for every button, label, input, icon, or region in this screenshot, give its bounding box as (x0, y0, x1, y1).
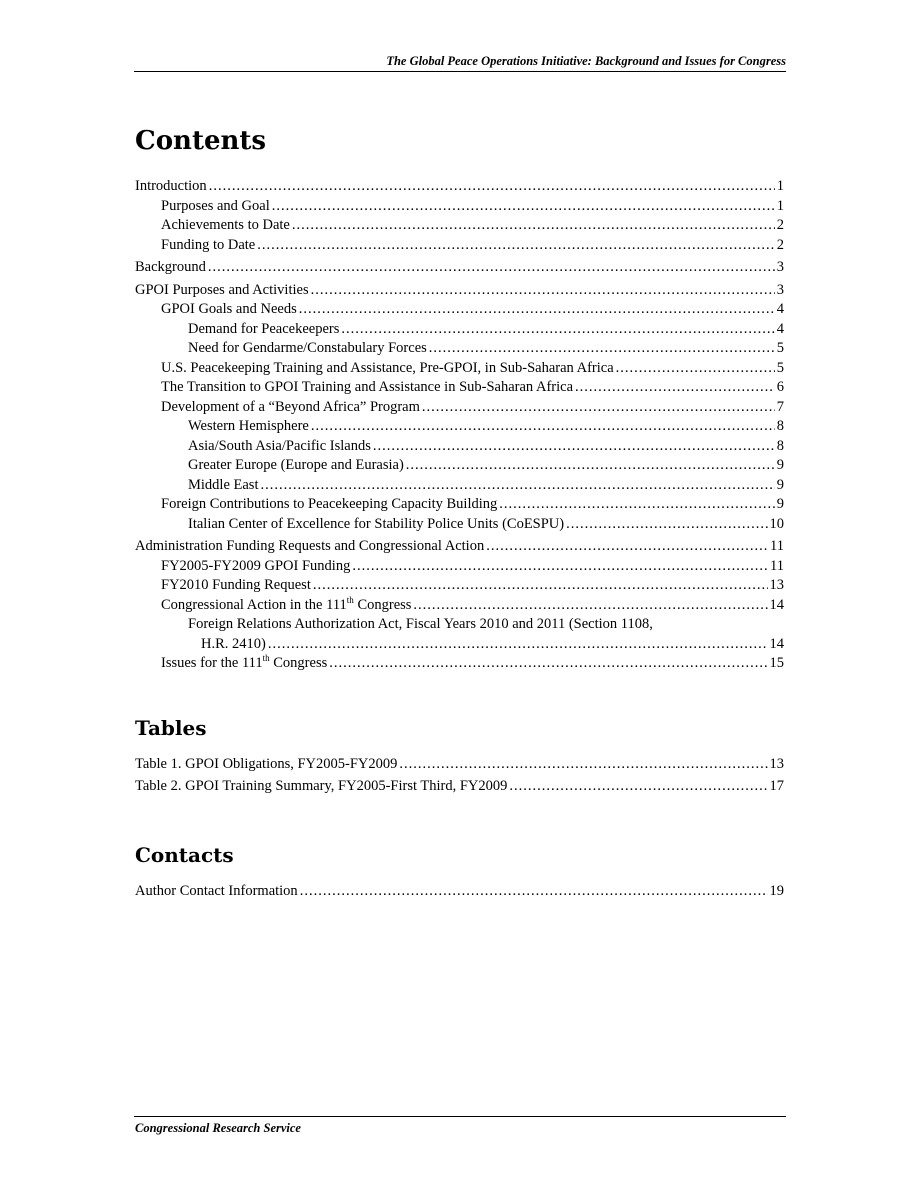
tables-list (135, 753, 784, 797)
running-header: The Global Peace Operations Initiative: Background and Issues for Congress (386, 54, 786, 68)
table-entry-title: Table 2. GPOI Training Summary, FY2005-First Third, FY2009 (135, 778, 508, 794)
contacts-list (135, 880, 784, 902)
toc-entry-background[interactable] (135, 258, 784, 278)
toc-entry-title: Italian Center of Excellence for Stability Police Units (CoESPU) (188, 515, 565, 532)
toc-entry-title: Background (135, 259, 206, 275)
toc-entry-asia-pacific-islands[interactable] (135, 437, 784, 457)
table-entry-page: 17 (769, 778, 784, 794)
toc-entry-middle-east[interactable] (135, 476, 784, 496)
toc-entry-title-line-2: H.R. 2410) (201, 635, 266, 652)
toc-entry-page: 9 (776, 457, 784, 473)
contents-list (135, 177, 784, 674)
toc-entry-page: 5 (776, 340, 784, 356)
toc-entry-page: 1 (776, 197, 784, 214)
toc-entry-page: 8 (776, 437, 784, 454)
toc-entry-page: 15 (769, 655, 784, 671)
toc-entry-page: 3 (776, 281, 784, 298)
toc-entry-page: 9 (776, 476, 784, 493)
toc-entry-foreign-relations-authorization-act[interactable] (135, 615, 784, 654)
toc-entry-demand-for-peacekeepers[interactable] (135, 320, 784, 340)
toc-entry-title: GPOI Purposes and Activities (135, 281, 309, 298)
toc-entry-achievements-to-date[interactable] (135, 216, 784, 236)
toc-entry-transition-to-gpoi-training[interactable] (135, 378, 784, 398)
toc-entry-page: 14 (769, 635, 784, 652)
toc-entry-title: Achievements to Date (161, 217, 290, 233)
contact-entry-page: 19 (769, 883, 784, 899)
toc-entry-page: 9 (776, 496, 784, 512)
toc-entry-page: 7 (776, 398, 784, 415)
toc-entry-title: Introduction (135, 178, 207, 194)
toc-entry-page: 11 (770, 557, 784, 574)
toc-entry-coespu[interactable] (135, 515, 784, 535)
toc-entry-us-peacekeeping-training[interactable] (135, 359, 784, 379)
toc-entry-administration-funding-requests[interactable] (135, 537, 784, 557)
toc-entry-page: 13 (769, 577, 784, 593)
toc-entry-issues-for-congress[interactable] (135, 654, 784, 674)
toc-entry-western-hemisphere[interactable] (135, 417, 784, 437)
toc-entry-title-line-1: Foreign Relations Authorization Act, Fiscal Years 2010 and 2011 (Section 1108, (188, 616, 653, 632)
toc-entry-gpoi-purposes-and-activities[interactable] (135, 281, 784, 301)
toc-entry-page: 6 (776, 379, 784, 395)
toc-entry-page: 8 (776, 418, 784, 434)
toc-entry-congressional-action[interactable] (135, 596, 784, 616)
toc-entry-page: 3 (776, 259, 784, 275)
toc-entry-title: FY2005-FY2009 GPOI Funding (161, 557, 351, 574)
contact-entry-author[interactable] (135, 880, 784, 902)
toc-entry-page: 2 (776, 217, 784, 233)
toc-entry-title: Funding to Date (161, 236, 256, 253)
table-entry-page: 13 (769, 756, 784, 772)
running-footer: Congressional Research Service (135, 1121, 301, 1135)
contents-heading: Contents (135, 126, 267, 156)
toc-entry-title: FY2010 Funding Request (161, 577, 311, 593)
toc-entry-title: Development of a “Beyond Africa” Program (161, 398, 420, 415)
toc-entry-title: Foreign Contributions to Peacekeeping Capacity Building (161, 496, 498, 512)
toc-entry-greater-europe[interactable] (135, 456, 784, 476)
toc-entry-page: 14 (769, 596, 784, 613)
footer-rule (134, 1116, 786, 1117)
toc-entry-page: 5 (776, 359, 784, 376)
toc-entry-introduction[interactable] (135, 177, 784, 197)
toc-entry-page: 2 (776, 236, 784, 253)
toc-entry-title: Greater Europe (Europe and Eurasia) (188, 457, 404, 473)
toc-entry-foreign-contributions[interactable] (135, 495, 784, 515)
tables-heading: Tables (135, 716, 207, 740)
header-rule (134, 71, 786, 72)
toc-entry-page: 4 (776, 301, 784, 317)
toc-entry-fy2005-fy2009-funding[interactable] (135, 557, 784, 577)
table-entry-2[interactable] (135, 775, 784, 797)
toc-entry-gpoi-goals-and-needs[interactable] (135, 300, 784, 320)
table-entry-title: Table 1. GPOI Obligations, FY2005-FY2009 (135, 756, 398, 772)
toc-entry-title: The Transition to GPOI Training and Assistance in Sub-Saharan Africa (161, 379, 574, 395)
toc-entry-page: 10 (769, 515, 784, 532)
toc-entry-title: Need for Gendarme/Constabulary Forces (188, 340, 427, 356)
toc-entry-page: 1 (776, 178, 784, 194)
toc-entry-fy2010-funding-request[interactable] (135, 576, 784, 596)
toc-entry-title: Issues for the 111th Congress (161, 653, 328, 671)
toc-entry-title: Administration Funding Requests and Congressional Action (135, 538, 485, 554)
toc-entry-title: U.S. Peacekeeping Training and Assistance, Pre-GPOI, in Sub-Saharan Africa (161, 359, 614, 376)
contacts-heading: Contacts (135, 843, 234, 867)
toc-entry-title: Middle East (188, 476, 259, 493)
contact-entry-title: Author Contact Information (135, 883, 298, 899)
toc-entry-funding-to-date[interactable] (135, 236, 784, 256)
toc-entry-title: GPOI Goals and Needs (161, 301, 297, 317)
toc-entry-title: Demand for Peacekeepers (188, 320, 340, 337)
toc-entry-page: 11 (770, 538, 784, 554)
toc-entry-title: Western Hemisphere (188, 418, 309, 434)
toc-entry-title: Purposes and Goal (161, 197, 270, 214)
table-entry-1[interactable] (135, 753, 784, 775)
toc-entry-purposes-and-goal[interactable] (135, 197, 784, 217)
toc-entry-title: Congressional Action in the 111th Congress (161, 594, 412, 613)
toc-entry-title: Asia/South Asia/Pacific Islands (188, 437, 371, 454)
toc-entry-need-for-gendarme-forces[interactable] (135, 339, 784, 359)
toc-entry-beyond-africa-program[interactable] (135, 398, 784, 418)
toc-entry-page: 4 (776, 320, 784, 337)
